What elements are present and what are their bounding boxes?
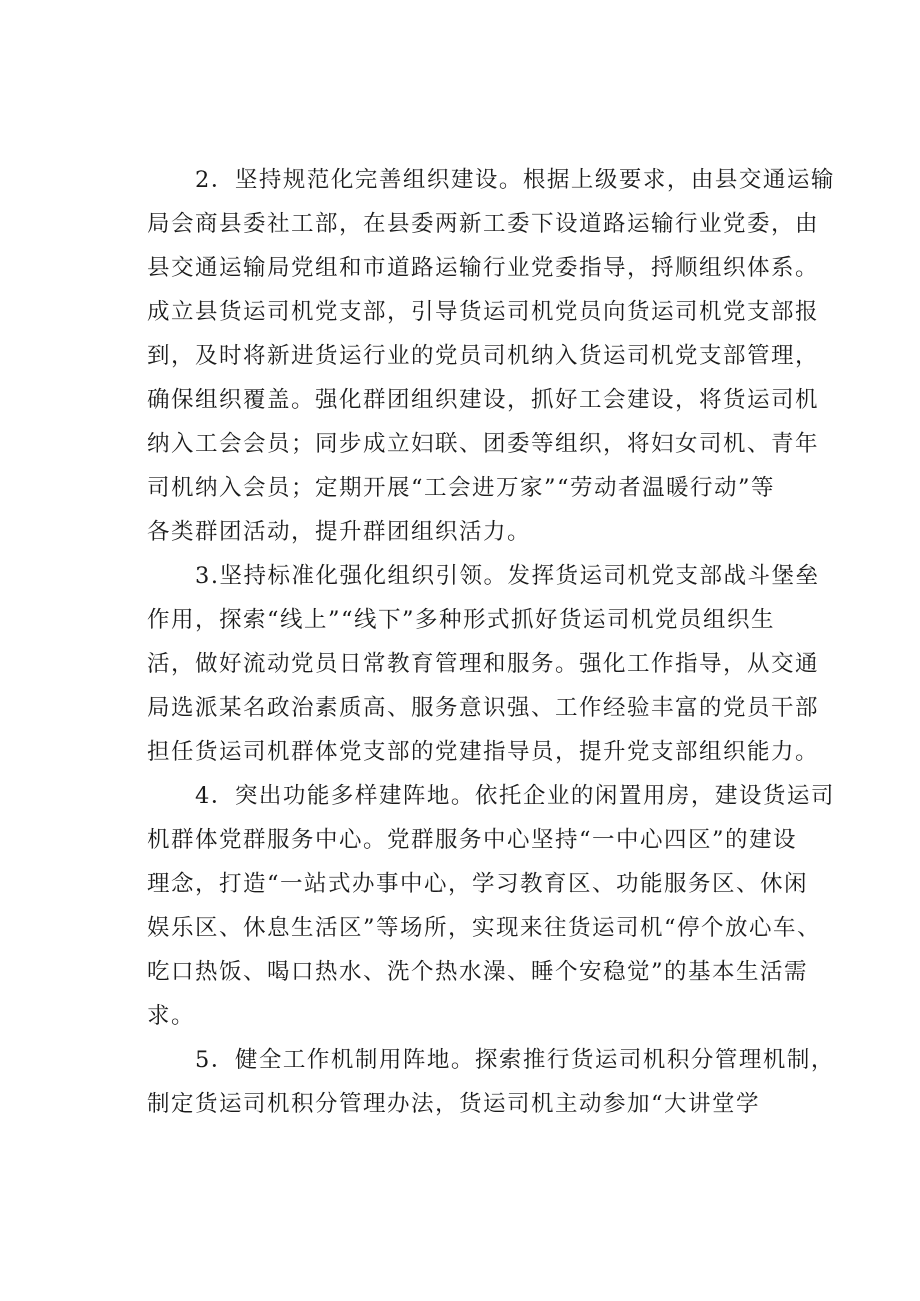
paragraph-1-line-6: 确保组织覆盖。强化群团组织建设，抓好工会建设，将货运司机: [147, 387, 820, 413]
paragraph-2-line-4: 局选派某名政治素质高、服务意识强、工作经验丰富的党员干部: [147, 695, 820, 721]
paragraph-3-line-4: 娱乐区、休息生活区”等场所，实现来往货运司机“停个放心车、: [147, 915, 822, 941]
paragraph-1-line-5: 到，及时将新进货运行业的党员司机纳入货运司机党支部管理，: [147, 343, 820, 369]
paragraph-1-line-8: 司机纳入会员；定期开展“工会进万家”“劳动者温暖行动”等: [147, 475, 776, 501]
paragraph-3-line-6: 求。: [147, 1003, 196, 1029]
paragraph-1-line-4: 成立县货运司机党支部，引导货运司机党员向货运司机党支部报: [147, 299, 820, 325]
paragraph-1-line-3: 县交通运输局党组和市道路运输行业党委指导，捋顺组织体系。: [147, 255, 820, 281]
paragraph-1-line-7: 纳入工会会员；同步成立妇联、团委等组织，将妇女司机、青年: [147, 431, 820, 457]
paragraph-2-line-5: 担任货运司机群体党支部的党建指导员，提升党支部组织能力。: [147, 739, 820, 765]
paragraph-3-line-3: 理念，打造“一站式办事中心，学习教育区、功能服务区、休闲: [147, 871, 809, 897]
paragraph-4-line-1: 5．健全工作机制用阵地。探索推行货运司机积分管理机制，: [195, 1047, 835, 1073]
paragraph-1-line-1: 2．坚持规范化完善组织建设。根据上级要求，由县交通运输: [195, 167, 835, 193]
paragraph-3-line-2: 机群体党群服务中心。党群服务中心坚持“一中心四区”的建设: [147, 827, 798, 853]
paragraph-2-line-2: 作用，探索“线上”“线下”多种形式抓好货运司机党员组织生: [147, 607, 776, 633]
paragraph-2-line-1: 3.坚持标准化强化组织引领。发挥货运司机党支部战斗堡垒: [195, 563, 820, 589]
paragraph-1-line-9: 各类群团活动，提升群团组织活力。: [147, 519, 532, 545]
paragraph-4-line-2: 制定货运司机积分管理办法，货运司机主动参加“大讲堂学: [147, 1091, 761, 1117]
paragraph-1-line-2: 局会商县委社工部，在县委两新工委下设道路运输行业党委，由: [147, 211, 820, 237]
paragraph-3-line-5: 吃口热饭、喝口热水、洗个热水澡、睡个安稳觉”的基本生活需: [147, 959, 809, 985]
paragraph-2-line-3: 活，做好流动党员日常教育管理和服务。强化工作指导，从交通: [147, 651, 820, 677]
paragraph-3-line-1: 4．突出功能多样建阵地。依托企业的闲置用房，建设货运司: [195, 783, 835, 809]
